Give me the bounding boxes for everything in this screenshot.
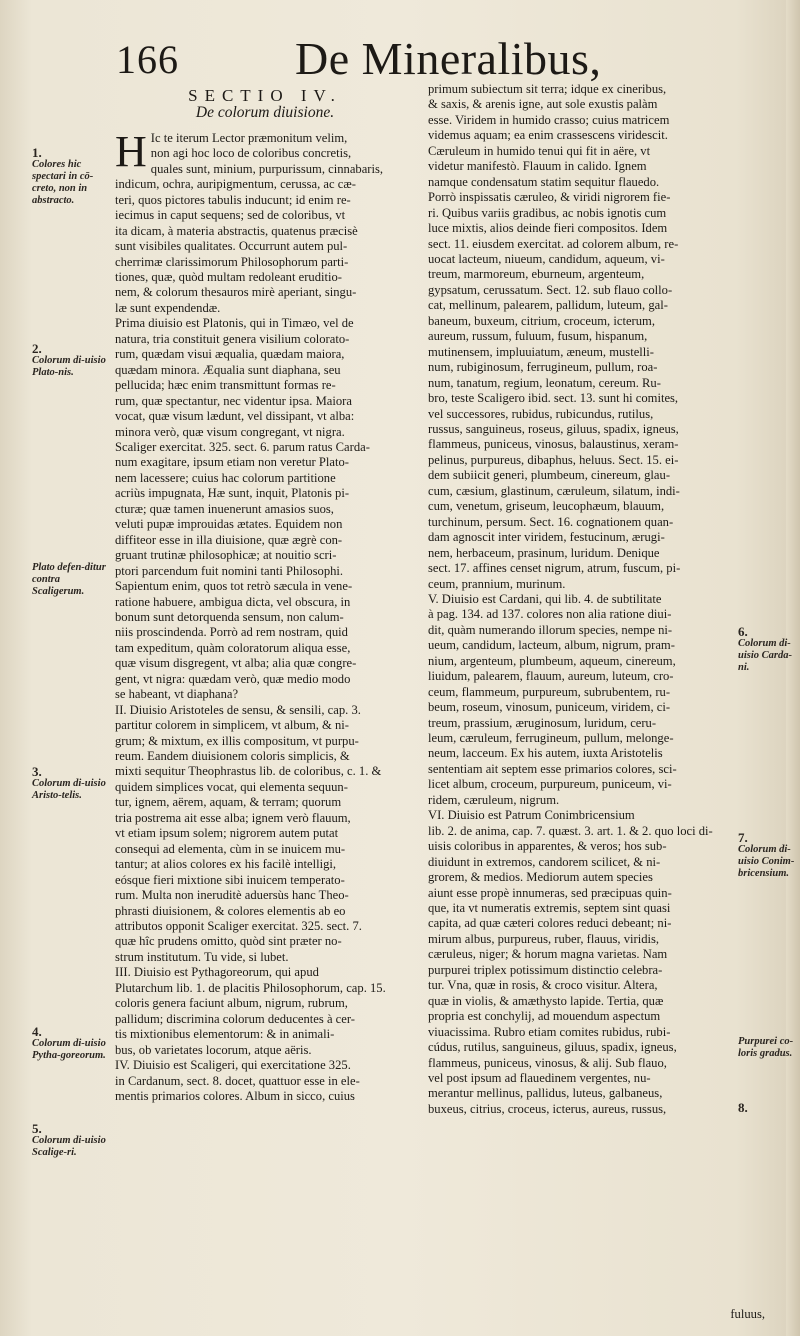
text-line: uisis coloribus in apparentes, & veros; hos sub- xyxy=(428,839,667,854)
text-line: flammeus, puniceus, vinosus, balaustinus, xeram- xyxy=(428,437,679,452)
text-line: treum, marmoreum, eburneum, argenteum, xyxy=(428,267,645,282)
text-line: II. Diuisio Aristoteles de sensu, & sensili, cap. 3. xyxy=(115,702,361,717)
text-line: num exagitare, ipsum etiam non veretur Plato- xyxy=(115,455,349,470)
text-line: niis proscindenda. Porrò ad rem nostram, quid xyxy=(115,625,348,640)
text-line: videtur manifestò. Flauum in calido. Ignem xyxy=(428,159,647,174)
text-line: sect. 11. eiusdem exercitat. ad colorem album, re- xyxy=(428,236,679,251)
text-line: tiones, quæ, quòd multam redoleant eruditio- xyxy=(115,269,342,284)
text-line: aiunt esse propè innumeras, sed præcipuas quin- xyxy=(428,885,672,900)
text-line: & saxis, & arenis igne, aut sole exustis palàm xyxy=(428,97,658,112)
text-line: uocat lacteum, niueum, candidum, aqueum, vi- xyxy=(428,251,665,266)
margin-note-5: 5. Colorum di-uisio Scalige-ri. xyxy=(32,1121,106,1158)
text-line: cúdus, rutilus, sanguineus, giluus, spadix, igneus, xyxy=(428,1040,677,1055)
text-line: gruant trutinæ philosophicæ; at nouitio scri- xyxy=(115,548,337,563)
text-line: tis mixtionibus elementorum: & in animali- xyxy=(115,1027,335,1042)
text-line: gypsatum, cerussatum. Sect. 12. sub flauo collo- xyxy=(428,282,673,297)
text-line: Prima diuisio est Platonis, qui in Timæo, vel de xyxy=(115,316,354,331)
text-line: mentis primarios colores. Album in sicco, cuius xyxy=(115,1089,355,1103)
text-line: mirum albus, purpureus, ruber, flauus, viridis, xyxy=(428,931,660,946)
text-line: VI. Diuisio est Patrum Conimbricensium xyxy=(428,808,635,823)
margin-note-2: 2. Colorum di-uisio Plato-nis. xyxy=(32,341,106,378)
text-line: V. Diuisio est Cardani, qui lib. 4. de subtilitate xyxy=(428,591,662,606)
text-line: ita dicam, à materia abstractis, quatenus præcisè xyxy=(115,223,358,238)
text-line: primum subiectum sit terra; idque ex cineribus, xyxy=(428,82,667,96)
text-line: licet album, croceum, purpureum, puniceum, vi- xyxy=(428,777,672,792)
text-line: rum. Multa non ineruditè aduersùs hanc Theo- xyxy=(115,888,349,903)
text-line: ridem, cæruleum, nigrum. xyxy=(428,792,560,807)
text-line: tam expeditum, quàm coloratorum aliqua esse, xyxy=(115,640,351,655)
text-line: acriùs impugnata, Hæ sunt, inquit, Platonis pi- xyxy=(115,486,350,501)
text-line: cum, venetum, griseum, leucophæum, blauum, xyxy=(428,499,665,514)
text-line: sunt visibiles qualitates. Occurrunt autem pul- xyxy=(115,239,348,254)
text-line: indicum, ochra, auripigmentum, cerussa, ac cæ- xyxy=(115,177,356,192)
text-line: Scaliger exercitat. 325. sect. 6. parum ratus Carda- xyxy=(115,439,370,454)
text-line: ratione habuere, ambigua dicta, vel obscura, in xyxy=(115,594,351,609)
text-line: bus, ob varietates locorum, atque aëris. xyxy=(115,1042,312,1057)
text-line: buxeus, citrius, croceus, icterus, aureus, russus, xyxy=(428,1101,667,1116)
text-line: quædam minora. Æqualia sunt diaphana, seu xyxy=(115,362,341,377)
text-line: iecimus in caput sequens; sed de coloribus, vt xyxy=(115,208,346,223)
margin-note-8: 8. xyxy=(738,1100,748,1115)
text-line: grum; & mixtum, ex illis compositum, vt purpu- xyxy=(115,733,359,748)
text-line: cturæ; quæ tamen inuenerunt amasios suos, xyxy=(115,501,334,516)
text-line: treum, prassium, æruginosum, luridum, ceru- xyxy=(428,715,657,730)
text-line: esse. Viridem in humido crasso; cuius matricem xyxy=(428,112,670,127)
text-line: vel successores, rubidus, rubicundus, rutilus, xyxy=(428,406,654,421)
text-line: mutinensem, impluuiatum, æneum, mustelli- xyxy=(428,344,654,359)
text-line: sect. 17. affines censet nigrum, atrum, fuscum, pi- xyxy=(428,561,681,576)
text-line: Plutarchum lib. 1. de placitis Philosophorum, cap. 15. xyxy=(115,980,386,995)
text-line: quidem simplices vocat, qui elementa sequun- xyxy=(115,779,348,794)
text-line: pallidum; discrimina colorum deducentes à cer- xyxy=(115,1011,355,1026)
text-line: num, rubiginosum, ferrugineum, pullum, roa- xyxy=(428,360,658,375)
text-line: reum. Eandem diuisionem coloris simplicis, & xyxy=(115,749,350,764)
text-line: baneum, buxeum, citrium, croceum, icterum, xyxy=(428,313,655,328)
text-line: leum, cæruleum, ferrugineum, pullum, melonge- xyxy=(428,731,674,746)
running-head: De Mineralibus, xyxy=(295,33,602,84)
text-line: purpurei triplex potissimum distinctio celebra- xyxy=(428,962,663,977)
text-line: nem lacessere; cuius hac colorum partitione xyxy=(115,470,336,485)
text-line: vt etiam ipsum solem; nigrorem autem putat xyxy=(115,826,339,841)
margin-note-3: 3. Colorum di-uisio Aristo-telis. xyxy=(32,764,106,801)
text-line: læ sunt expendendæ. xyxy=(115,300,221,315)
text-line: phrasti diuisionem, & colores elementis ab eo xyxy=(115,903,346,918)
left-column-text xyxy=(115,126,415,1105)
text-line: aureum, russum, fuluum, fusum, hispanum, xyxy=(428,329,648,344)
text-line: rum, quædam visui æqualia, quædam maiora, xyxy=(115,347,345,362)
text-line: tur, ignem, aërem, aquam, & terram; quorum xyxy=(115,795,342,810)
text-line: vocat, quæ visum lædunt, vel dissipant, vt alba: xyxy=(115,409,355,424)
margin-note-7: 7. Colorum di-uisio Conim-bricensium. xyxy=(738,830,795,879)
text-line: cum, cæsium, glastinum, cæruleum, silatum, indi- xyxy=(428,483,680,498)
text-line: ceum, flammeum, purpureum, subrubentem, ru- xyxy=(428,684,671,699)
margin-note-6: 6. Colorum di-uisio Carda-ni. xyxy=(738,624,792,673)
drop-cap: H xyxy=(115,126,147,176)
text-line: dem subiicit generi, plumbeum, cinereum, glau- xyxy=(428,468,671,483)
text-line: beum, roseum, vinosum, puniceum, viridem, ci- xyxy=(428,700,671,715)
text-line: pellucida; hæc enim transmittunt formas re- xyxy=(115,378,336,393)
right-column xyxy=(428,82,728,1117)
right-column-text xyxy=(428,82,728,1117)
text-line: quæ in violis, & amæthysto lapide. Tertia, quæ xyxy=(428,993,664,1008)
text-line: propria est conchylij, ad mouendum aspectum xyxy=(428,1009,661,1024)
text-line: Ic te iterum Lector præmonitum velim, xyxy=(150,130,348,145)
text-line: dam agnoscit inter viridem, festucinum, ærugi- xyxy=(428,530,665,545)
margin-note-plato: Plato defen-ditur contra Scaligerum. xyxy=(32,562,106,597)
text-line: nium, argenteum, plumbeum, aqueum, cinereum, xyxy=(428,653,676,668)
text-line: ri. Quibus variis gradibus, ac nobis ignotis cum xyxy=(428,205,667,220)
text-line: cæruleus, niger; & horum magna varietas. Nam xyxy=(428,947,668,962)
text-line: eósque fieri mixtione sibi inuicem temperato- xyxy=(115,872,345,887)
section-title: SECTIO IV. xyxy=(188,86,342,105)
text-line: à pag. 134. ad 137. colores non alia ratione diui- xyxy=(428,607,672,622)
section-subtitle: De colorum diuisione. xyxy=(195,104,335,122)
text-line: diffiteor esse in illa diuisione, quæ ægrè con- xyxy=(115,532,343,547)
text-line: minora verò, quæ visum congregant, vt nigra. xyxy=(115,424,345,439)
text-line: IV. Diuisio est Scaligeri, qui exercitatione 325. xyxy=(115,1058,351,1073)
text-line: attributos opponit Scaliger exercitat. 325. sect. 7. xyxy=(115,919,362,934)
text-line: in Cardanum, sect. 8. docet, quattuor esse in ele- xyxy=(115,1073,360,1088)
text-line: dit, quàm numerando illorum species, nempe ni- xyxy=(428,622,673,637)
margin-note-purpurei: Purpurei co-loris gradus. xyxy=(738,1036,794,1059)
text-line: diuidunt in extremos, candorem scilicet, & ni- xyxy=(428,854,661,869)
text-line: quæ visum disgregent, vt alba; alia quæ congre- xyxy=(115,656,357,671)
text-line: num, tanatum, regium, leonatum, cereum. Ru- xyxy=(428,375,661,390)
text-line: russus, sanguineus, roseus, giluus, spadix, igneus, xyxy=(428,421,679,436)
text-line: III. Diuisio est Pythagoreorum, qui apud xyxy=(115,965,319,980)
page-number: 166 xyxy=(116,37,179,82)
text-line: sententiam ait septem esse primarios colores, sci- xyxy=(428,761,677,776)
text-line: mixti sequitur Theophrastus lib. de coloribus, c. 1. & xyxy=(115,764,382,779)
text-line: cherrimæ clarissimorum Philosophorum parti- xyxy=(115,254,349,269)
text-line: liuidum, palearem, flauum, aureum, luteum, cro- xyxy=(428,669,674,684)
text-line: se habeant, vt diaphana? xyxy=(115,687,239,702)
text-line: rum, quæ spectantur, nec videntur ipsa. Maiora xyxy=(115,393,352,408)
text-line: lib. 2. de anima, cap. 7. quæst. 3. art. 1. & 2. quo loci di- xyxy=(428,823,713,838)
text-line: Sapientum enim, quos tot retrò sæcula in vene- xyxy=(115,579,353,594)
text-line: quales sunt, minium, purpurissum, cinnabaris, xyxy=(150,161,384,176)
text-line: nem, & colorum thesauros mirè aperiant, singu- xyxy=(115,285,357,300)
text-line: Porrò inspissatis cæruleo, & viridi nigrorem fie- xyxy=(428,190,671,205)
text-line: bro, teste Scaligero ibid. sect. 13. sunt hi comites, xyxy=(428,391,679,406)
text-line: tantur; at alios colores ex his facilè intelligi, xyxy=(115,857,337,872)
text-line: consequi ad elementa, cùm in se inuicem mu- xyxy=(115,841,346,856)
margin-note-4: 4. Colorum di-uisio Pytha-goreorum. xyxy=(32,1024,106,1061)
left-column xyxy=(115,82,415,1104)
text-line: merantur mellinus, pallidus, luteus, galbaneus, xyxy=(428,1086,663,1101)
text-line: ueum, candidum, lacteum, album, nigrum, pram- xyxy=(428,638,675,653)
text-line: partitur colorem in simplicem, vt album, & ni- xyxy=(115,718,349,733)
text-line: ceum, prannium, murinum. xyxy=(428,576,566,591)
text-line: gent, vt nigra: quædam verò, quæ medio modo xyxy=(115,671,351,686)
text-line: viuacissima. Rubro etiam comites rubidus, rubi- xyxy=(428,1024,671,1039)
text-line: ptori parcendum fuit nomini tanti Philosophi. xyxy=(115,563,344,578)
text-line: nem, herbaceum, prasinum, luridum. Denique xyxy=(428,545,660,560)
text-line: vel post ipsum ad flauedinem vergentes, nu- xyxy=(428,1071,651,1085)
text-line: cat, mellinum, palearem, pallidum, luteum, gal- xyxy=(428,298,668,313)
text-line: turchinum, persum. Sect. 16. cognationem quan- xyxy=(428,514,674,529)
text-line: videmus aquam; ea enim crassescens viridescit. xyxy=(428,128,668,143)
text-line: pelinus, purpureus, dibaphus, heluus. Sect. 15. ei- xyxy=(428,452,679,467)
text-line: neum, lacceum. Ex his autem, iuxta Aristotelis xyxy=(428,746,663,761)
text-line: flammeus, puniceus, vinosus, & alij. Sub flauo, xyxy=(428,1055,667,1070)
text-line: quæ hîc prudens omitto, quòd sint præter no- xyxy=(115,934,342,949)
text-line: Cæruleum in humido tenui qui fit in aëre, vt xyxy=(428,143,651,158)
text-line: veluti pupæ improuidas ætates. Equidem non xyxy=(115,517,343,532)
text-line: grorem, & medios. Mediorum autem species xyxy=(428,870,653,885)
text-line: que, ita vt numeratis extremis, septem sint quasi xyxy=(428,901,671,916)
text-line: capita, ad quæ cæteri colores reduci debeant; ni- xyxy=(428,916,672,931)
text-line: bonum sunt detorquenda sensum, non calum- xyxy=(115,609,344,624)
text-line: luce mixtis, alios deinde fieri compositos. Idem xyxy=(428,221,668,236)
text-line: tur. Vna, quæ in rosis, & croco visitur. Altera, xyxy=(428,978,658,993)
text-line: natura, tria constituit genera visilium colorato- xyxy=(115,331,350,346)
text-line: namque condensatum statim sequitur flauedo. xyxy=(428,174,660,189)
catchword: fuluus, xyxy=(730,1307,765,1321)
text-line: tria postrema ait esse alba; ignem verò flauum, xyxy=(115,810,351,825)
page-header xyxy=(110,28,750,88)
text-line: teri, quos pictores tabulis inducunt; id enim re- xyxy=(115,192,351,207)
margin-note-1: 1. Colores hic spectari in cō-creto, non in abstracto. xyxy=(32,145,94,206)
text-line: coloris genera faciunt album, nigrum, rubrum, xyxy=(115,996,348,1011)
text-line: non agi hoc loco de coloribus concretis, xyxy=(150,146,352,161)
text-line: strum institutum. Tu vide, si lubet. xyxy=(115,949,289,964)
